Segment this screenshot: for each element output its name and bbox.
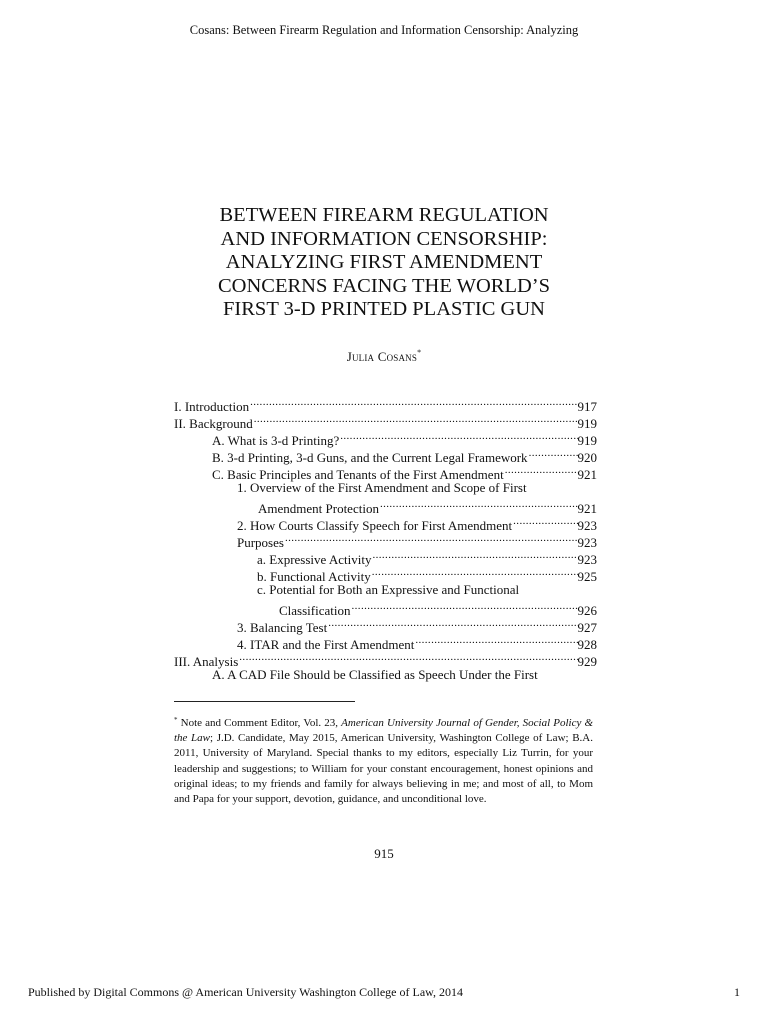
toc-page: 919 <box>577 433 597 448</box>
toc-page: 921 <box>577 467 597 482</box>
title-line: CONCERNS FACING THE WORLD’S <box>217 274 550 297</box>
toc-label: A. What is 3-d Printing? <box>212 433 340 448</box>
toc-leader <box>379 496 578 513</box>
toc-label: B. 3-d Printing, 3-d Guns, and the Current Legal Framework <box>212 450 528 465</box>
toc-page: 926 <box>577 603 597 618</box>
toc-page: 923 <box>577 535 597 550</box>
toc-entry <box>174 479 597 496</box>
toc-label: 3. Balancing Test <box>237 620 328 635</box>
toc-page: 917 <box>577 399 597 414</box>
table-of-contents <box>174 394 597 683</box>
toc-label: Amendment Protection <box>258 501 379 516</box>
toc-label: II. Background <box>174 416 253 431</box>
toc-label: a. Expressive Activity <box>257 552 372 567</box>
toc-entry <box>174 564 597 584</box>
toc-label: I. Introduction <box>174 399 250 414</box>
toc-page: 921 <box>577 501 597 516</box>
toc-leader <box>284 530 578 547</box>
toc-label: Purposes <box>237 535 284 550</box>
author-name: Julia Cosans <box>346 349 418 364</box>
toc-leader <box>414 632 577 649</box>
toc-label: III. Analysis <box>174 654 239 669</box>
toc-entry <box>174 496 597 516</box>
footnote-marker: * <box>174 716 178 724</box>
toc-leader <box>238 649 577 666</box>
toc-label: 4. ITAR and the First Amendment <box>237 637 415 652</box>
footnote <box>174 713 593 807</box>
toc-entry <box>174 581 597 598</box>
toc-leader <box>371 547 577 564</box>
toc-leader <box>512 513 577 530</box>
footnote-divider <box>174 701 355 702</box>
toc-leader <box>528 445 578 462</box>
running-header: Cosans: Between Firearm Regulation and Information Censorship: Analyzing <box>189 23 579 37</box>
toc-entry <box>174 615 597 635</box>
article-title <box>150 204 618 322</box>
toc-leader <box>339 428 577 445</box>
toc-page: 923 <box>577 552 597 567</box>
title-line: FIRST 3-D PRINTED PLASTIC GUN <box>223 298 545 320</box>
toc-label: Classification <box>279 603 351 618</box>
toc-leader <box>371 564 578 581</box>
toc-label: C. Basic Principles and Tenants of the First Amendment <box>212 467 504 482</box>
toc-entry <box>174 666 597 683</box>
toc-entry <box>174 513 597 533</box>
toc-leader <box>327 615 577 632</box>
pdf-page-number: 1 <box>734 985 740 999</box>
toc-leader <box>249 394 577 411</box>
title-line: ANALYZING FIRST AMENDMENT <box>225 251 543 273</box>
toc-page: 923 <box>577 518 597 533</box>
toc-leader <box>253 411 578 428</box>
toc-entry <box>174 598 597 618</box>
toc-page: 920 <box>577 450 597 465</box>
page-number: 915 <box>374 846 394 861</box>
toc-entry <box>174 394 597 414</box>
toc-page: 927 <box>577 620 597 635</box>
toc-label: 1. Overview of the First Amendment and Scope of First <box>237 480 527 495</box>
author-byline <box>0 348 768 365</box>
toc-label: c. Potential for Both an Expressive and Functional <box>257 582 520 597</box>
toc-page: 928 <box>577 637 597 652</box>
title-line: BETWEEN FIREARM REGULATION <box>219 204 549 226</box>
author-footnote-marker: * <box>417 348 422 357</box>
publisher-footer: Published by Digital Commons @ American University Washington College of Law, 2014 <box>28 985 464 999</box>
footnote-text-2: ; J.D. Candidate, May 2015, American University, Washington College of Law; B.A. 2011, University of Maryland. Special thanks to my editors, especially Liz Turrin, for your leadership and suggestions; to William for your constant encouragement, honest opinions and original ideas; to my friends and family for always believing in me; and most of all, to Mom and Papa for your support, devotion, guidance, and unconditional love. <box>174 732 593 806</box>
toc-leader <box>504 462 578 479</box>
toc-label: 2. How Courts Classify Speech for First Amendment <box>237 518 513 533</box>
footnote-journal-name: American University Journal of Gender, Social Policy & the Law <box>174 717 594 745</box>
toc-page: 925 <box>577 569 597 584</box>
toc-leader <box>351 598 578 615</box>
footnote-text-1: Note and Comment Editor, Vol. 23, <box>180 717 342 729</box>
toc-entry <box>174 649 597 669</box>
toc-page: 919 <box>577 416 597 431</box>
title-line: AND INFORMATION CENSORSHIP: <box>220 227 548 250</box>
toc-page: 929 <box>577 654 597 669</box>
toc-label: b. Functional Activity <box>257 569 371 584</box>
toc-label: A. A CAD File Should be Classified as Speech Under the First <box>212 667 538 682</box>
